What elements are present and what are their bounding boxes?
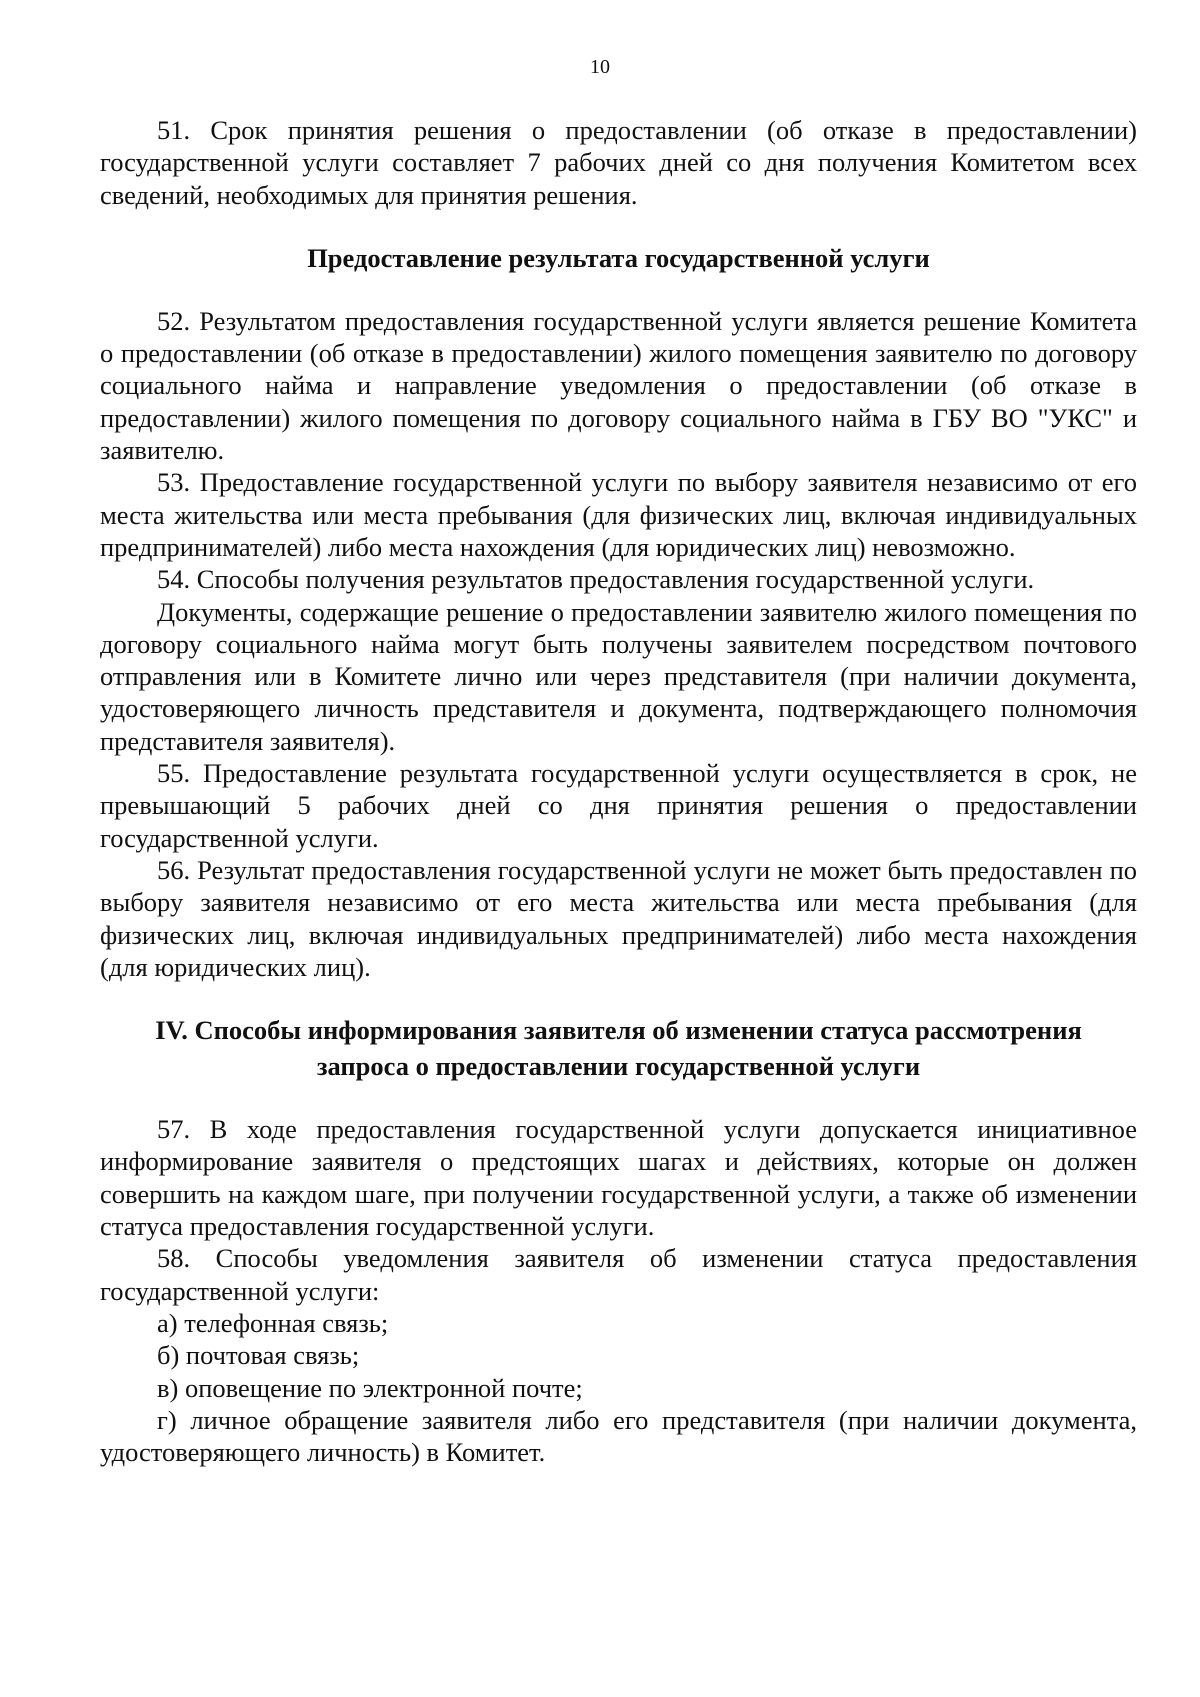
section-heading-iv-line-2: запроса о предоставлении государственной услуги	[316, 1051, 921, 1082]
paragraph-52: 52. Результатом предоставления государственной услуги является решение Комитета о предоставлении (об отказе в предоставлении) жилого помещения заявителю по договору социального найма и направление уведомления о предоставлении (об отказе в предоставлении) жилого помещения по договору социального найма в ГБУ ВО "УКС" и заявителю.	[100, 305, 1137, 466]
list-item-v: в) оповещение по электронной почте;	[157, 1372, 583, 1403]
paragraph-51: 51. Срок принятия решения о предоставлении (об отказе в предоставлении) государственной услуги составляет 7 рабочих дней со дня получения Комитетом всех сведений, необходимых для принятия решения.	[100, 115, 1137, 210]
list-item-b: б) почтовая связь;	[157, 1340, 360, 1371]
list-item-g: г) личное обращение заявителя либо его представителя (при наличии документа, удостоверяющего личность) в Комитет.	[100, 1404, 1137, 1468]
list-item-a: а) телефонная связь;	[157, 1307, 389, 1338]
section-heading-iv-line-1: IV. Способы информирования заявителя об изменении статуса рассмотрения	[155, 1015, 1082, 1046]
paragraph-56: 56. Результат предоставления государственной услуги не может быть предоставлен по выбору заявителя независимо от его места жительства или места пребывания (для физических лиц, включая индивидуальных предпринимателей) либо места нахождения (для юридических лиц).	[100, 854, 1137, 982]
paragraph-58: 58. Способы уведомления заявителя об изменении статуса предоставления государственной услуги:	[100, 1243, 1137, 1306]
document-body	[100, 114, 1137, 1468]
paragraph-55: 55. Предоставление результата государственной услуги осуществляется в срок, не превышающий 5 рабочих дней со дня принятия решения о предоставлении государственной услуги.	[100, 758, 1137, 853]
section-heading-iv	[100, 1012, 1137, 1084]
paragraph-53: 53. Предоставление государственной услуги по выбору заявителя независимо от его места жительства или места пребывания (для физических лиц, включая индивидуальных предпринимателей) либо места нахождения (для юридических лиц) невозможно.	[100, 467, 1137, 562]
paragraph-54-documents: Документы, содержащие решение о предоставлении заявителю жилого помещения по договору социального найма могут быть получены заявителем посредством почтового отправления или в Комитете лично или через представителя (при наличии документа, удостоверяющего личность представителя и документа, подтверждающего полномочия представителя заявителя).	[100, 596, 1137, 756]
paragraph-57: 57. В ходе предоставления государственной услуги допускается инициативное информирование заявителя о предстоящих шагах и действиях, которые он должен совершить на каждом шаге, при получении государственной услуги, а также об изменении статуса предоставления государственной услуги.	[100, 1114, 1137, 1242]
paragraph-54: 54. Способы получения результатов предоставления государственной услуги.	[157, 564, 1035, 595]
page-number: 10	[590, 56, 610, 78]
section-heading-result: Предоставление результата государственной услуги	[307, 242, 930, 273]
